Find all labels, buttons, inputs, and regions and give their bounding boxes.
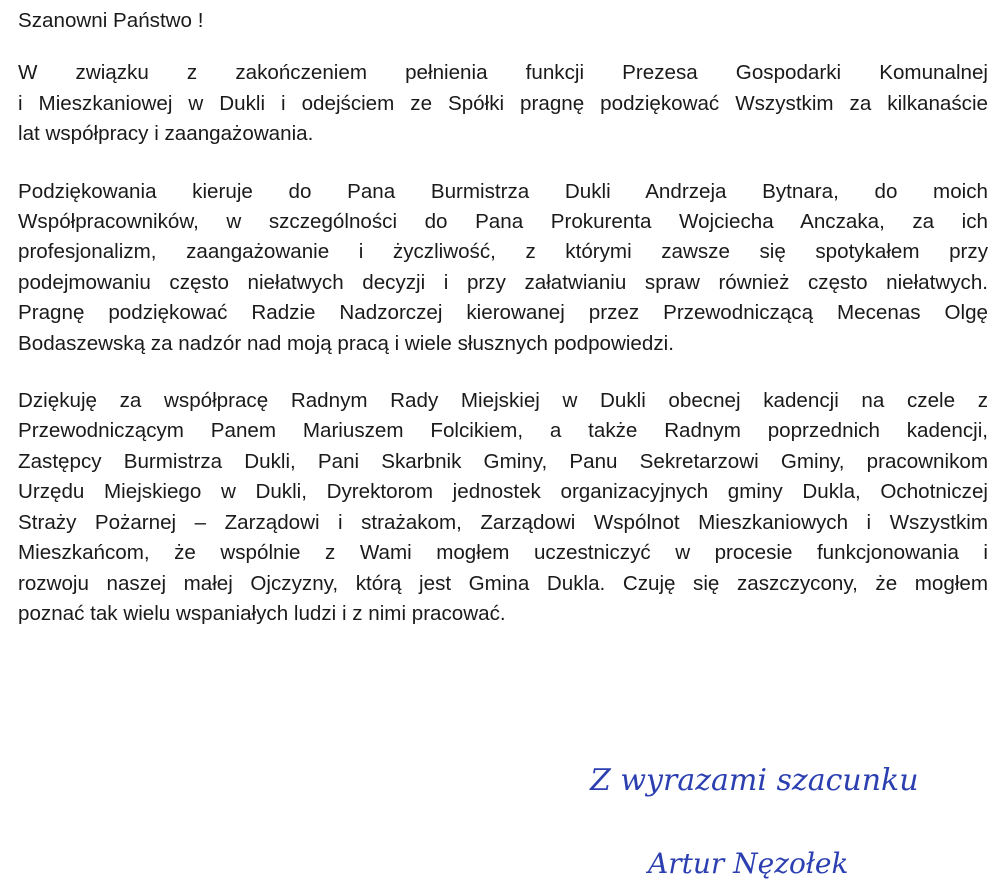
letter-body — [18, 0, 988, 656]
text-line: Współpracowników, w szczególności do Pana Prokurenta Wojciecha Anczaka, za ich — [18, 210, 988, 234]
text-line: podejmowaniu często niełatwych decyzji i przy załatwianiu spraw również często niełatwych. — [18, 270, 988, 294]
text-line: Podziękowania kieruje do Pana Burmistrza Dukli Andrzeja Bytnara, do moich — [18, 179, 988, 203]
salutation: Szanowni Państwo ! — [18, 9, 204, 32]
paragraph-1 — [18, 58, 988, 149]
text-line: W związku z zakończeniem pełnienia funkcji Prezesa Gospodarki Komunalnej — [18, 61, 988, 85]
text-line: Pragnę podziękować Radzie Nadzorczej kierowanej przez Przewodniczącą Mecenas Olgę — [18, 301, 988, 325]
text-line: i Mieszkaniowej w Dukli i odejściem ze Spółki pragnę podziękować Wszystkim za kilkanaście — [18, 91, 988, 115]
handwritten-signature — [560, 745, 980, 896]
text-line: profesjonalizm, zaangażowanie i życzliwość, z którymi zawsze się spotykałem przy — [18, 240, 988, 264]
text-line: Straży Pożarnej – Zarządowi i strażakom, Zarządowi Wspólnot Mieszkaniowych i Wszystkim — [18, 510, 988, 534]
text-line: Bodaszewską za nadzór nad moją pracą i wiele słusznych podpowiedzi. — [18, 331, 674, 355]
text-line: Dziękuję za współpracę Radnym Rady Miejskiej w Dukli obecnej kadencji na czele z — [18, 389, 988, 413]
paragraph-2 — [18, 177, 988, 359]
text-line: lat współpracy i zaangażowania. — [18, 122, 314, 146]
text-line: poznać tak wielu wspaniałych ludzi i z nimi pracować. — [18, 601, 506, 625]
text-line: Mieszkańcom, że wspólnie z Wami mogłem uczestniczyć w procesie funkcjonowania i — [18, 541, 988, 565]
text-line: Przewodniczącym Panem Mariuszem Folcikiem, a także Radnym poprzednich kadencji, — [18, 419, 988, 443]
signature-drawing — [560, 745, 980, 896]
paragraph-3 — [18, 386, 988, 629]
signature-name: Artur Nęzołek — [648, 847, 849, 880]
text-line: Zastępcy Burmistrza Dukli, Pani Skarbnik Gminy, Panu Sekretarzowi Gminy, pracownikom — [18, 449, 988, 473]
signature-closing: Z wyrazami szacunku — [590, 763, 919, 798]
text-line: Urzędu Miejskiego w Dukli, Dyrektorom jednostek organizacyjnych gminy Dukla, Ochotniczej — [18, 480, 988, 504]
text-line: rozwoju naszej małej Ojczyzny, którą jest Gmina Dukla. Czuję się zaszczycony, że mogłem — [18, 571, 988, 595]
